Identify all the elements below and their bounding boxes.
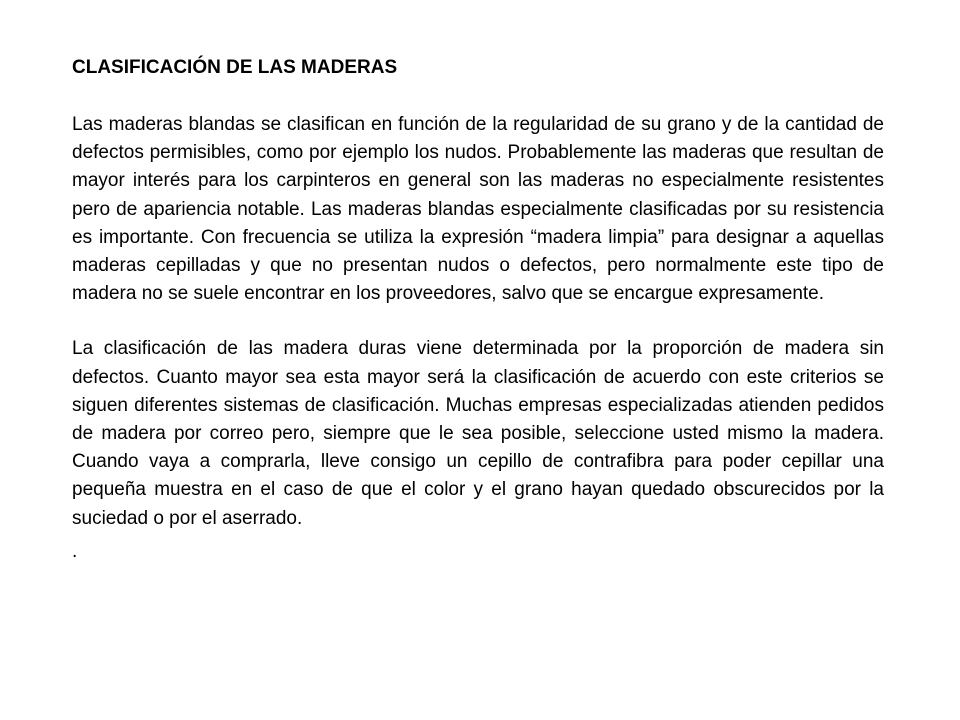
paragraph-hardwoods: La clasificación de las madera duras viene determinada por la proporción de madera sin defectos. Cuanto mayor sea esta mayor será la clasificación de acuerdo con este criterios se siguen diferentes sistemas de clasificación. Muchas empresas especializadas atienden pedidos de madera por correo pero, siempre que le sea posible, seleccione usted mismo la madera. Cuando vaya a comprarla, lleve consigo un cepillo de contrafibra para poder cepillar una pequeña muestra en el caso de que el color y el grano hayan quedado obscurecidos por la suciedad o por el aserrado. bbox=[72, 338, 884, 529]
slide-content bbox=[72, 54, 884, 566]
trailing-period: . bbox=[72, 540, 78, 562]
document-title: CLASIFICACIÓN DE LAS MADERAS bbox=[72, 57, 398, 78]
paragraph-softwoods: Las maderas blandas se clasifican en función de la regularidad de su grano y de la cantidad de defectos permisibles, como por ejemplo los nudos. Probablemente las maderas que resultan de mayor interés para los carpinteros en general son las maderas no especialmente resistentes pero de apariencia notable. Las maderas blandas especialmente clasificadas por su resistencia es importante. Con frecuencia se utiliza la expresión “madera limpia” para designar a aquellas maderas cepilladas y que no presentan nudos o defectos, pero normalmente este tipo de madera no se suele encontrar en los proveedores, salvo que se encargue expresamente. bbox=[72, 114, 884, 305]
